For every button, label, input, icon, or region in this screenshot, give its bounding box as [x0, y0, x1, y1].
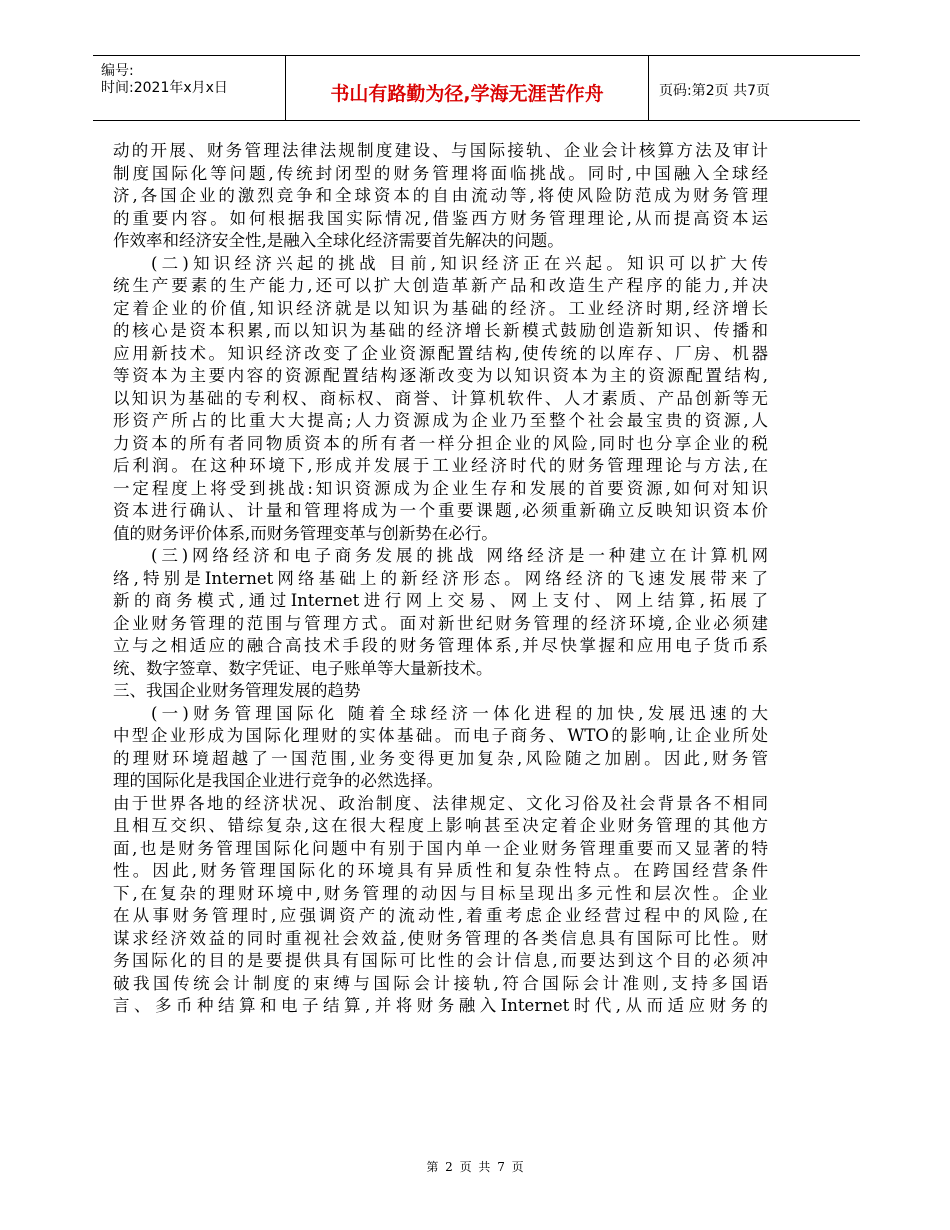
- body-line: 的重要内容。如何根据我国实际情况,借鉴西方财务管理理论,从而提高资本运: [113, 208, 768, 228]
- header-motto: 书山有路勤为径,学海无涯苦作舟: [330, 83, 604, 105]
- body-line: 立与之相适应的融合高技术手段的财务管理体系,并尽快掌握和应用电子货币系: [113, 636, 768, 655]
- chapter-heading-line: 三、我国企业财务管理发展的趋势: [113, 681, 361, 700]
- body-line: 性。因此,财务管理国际化的环境具有异质性和复杂性特点。在跨国经营条件: [113, 861, 768, 880]
- body-line: 在从事财务管理时,应强调资产的流动性,着重考虑企业经营过程中的风险,在: [113, 906, 768, 925]
- body-line: 破我国传统会计制度的束缚与国际会计接轨,符合国际会计准则,支持多国语: [113, 973, 768, 993]
- header-right-cell: [649, 56, 860, 120]
- body-line: 应用新技术。知识经济改变了企业资源配置结构,使传统的以库存、厂房、机器: [113, 343, 768, 363]
- serial-label: 编号:: [101, 63, 134, 79]
- body-line: 值的财务评价体系,而财务管理变革与创新势在必行。: [113, 523, 498, 543]
- body-line: 形资产所占的比重大大提高;人力资源成为企业乃至整个社会最宝贵的资源,人: [113, 411, 768, 430]
- page-footer: 第 2 页 共 7 页: [426, 1160, 524, 1174]
- body-line: 务国际化的目的是要提供具有国际可比性的会计信息,而要达到这个目的必须冲: [113, 951, 768, 970]
- document-body: [113, 140, 768, 1018]
- body-line: 由于世界各地的经济状况、政治制度、法律规定、文化习俗及社会背景各不相同: [113, 793, 768, 813]
- section-heading-line: (一)财务管理国际化 随着全球经济一体化进程的加快,发展迅速的大: [151, 703, 768, 723]
- section-heading-line: (三)网络经济和电子商务发展的挑战 网络经济是一种建立在计算机网: [151, 546, 768, 565]
- body-line: 作效率和经济安全性,是融入全球化经济需要首先解决的问题。: [113, 231, 564, 250]
- body-line: 力资本的所有者同物质资本的所有者一样分担企业的风险,同时也分享企业的税: [113, 433, 768, 453]
- header-middle-cell: [286, 56, 649, 120]
- body-line: 言、多币种结算和电子结算,并将财务融入Internet时代,从而适应财务的: [113, 996, 768, 1015]
- body-line: 的理财环境超越了一国范围,业务变得更加复杂,风险随之加剧。因此,财务管: [113, 748, 768, 768]
- body-line: 动的开展、财务管理法律法规制度建设、与国际接轨、企业会计核算方法及审计: [113, 141, 768, 160]
- body-line: 且相互交织、错综复杂,这在很大程度上影响甚至决定着企业财务管理的其他方: [113, 816, 768, 835]
- body-line: 定着企业的价值,知识经济就是以知识为基础的经济。工业经济时期,经济增长: [113, 298, 768, 318]
- body-line: 面,也是财务管理国际化问题中有别于国内单一企业财务管理重要而又显著的特: [113, 838, 768, 858]
- body-line: 企业财务管理的范围与管理方式。面对新世纪财务管理的经济环境,企业必须建: [113, 613, 768, 633]
- body-line: 中型企业形成为国际化理财的实体基础。而电子商务、WTO的影响,让企业所处: [113, 726, 768, 745]
- body-line: 等资本为主要内容的资源配置结构逐渐改变为以知识资本为主的资源配置结构,: [113, 366, 768, 385]
- body-line: 统、数字签章、数字凭证、电子账单等大量新技术。: [113, 658, 493, 678]
- header-left-cell: [93, 56, 286, 120]
- body-line: 谋求经济效益的同时重视社会效益,使财务管理的各类信息具有国际可比性。财: [113, 928, 768, 948]
- body-line: 的核心是资本积累,而以知识为基础的经济增长新模式鼓励创造新知识、传播和: [113, 321, 768, 340]
- body-line: 下,在复杂的理财环境中,财务管理的动因与目标呈现出多元性和层次性。企业: [113, 883, 768, 903]
- page-number-label: 页码:第2页 共7页: [659, 83, 770, 99]
- body-line: 理的国际化是我国企业进行竞争的必然选择。: [113, 771, 443, 790]
- body-line: 络,特别是Internet网络基础上的新经济形态。网络经济的飞速发展带来了: [113, 568, 768, 588]
- body-line: 统生产要素的生产能力,还可以扩大创造革新产品和改造生产程序的能力,并决: [113, 276, 768, 295]
- time-label: 时间:2021年x月x日: [101, 80, 228, 96]
- body-line: 制度国际化等问题,传统封闭型的财务管理将面临挑战。同时,中国融入全球经: [113, 163, 768, 183]
- section-heading-line: (二)知识经济兴起的挑战 目前,知识经济正在兴起。知识可以扩大传: [151, 253, 768, 273]
- body-line: 后利润。在这种环境下,形成并发展于工业经济时代的财务管理理论与方法,在: [113, 456, 768, 475]
- body-line: 一定程度上将受到挑战:知识资源成为企业生存和发展的首要资源,如何对知识: [113, 478, 768, 498]
- body-line: 资本进行确认、计量和管理将成为一个重要课题,必须重新确立反映知识资本价: [113, 501, 768, 520]
- body-line: 新的商务模式,通过Internet进行网上交易、网上支付、网上结算,拓展了: [113, 591, 768, 610]
- page-header: [93, 55, 860, 121]
- body-line: 济,各国企业的激烈竞争和全球资本的自由流动等,将使风险防范成为财务管理: [113, 186, 768, 205]
- body-line: 以知识为基础的专利权、商标权、商誉、计算机软件、人才素质、产品创新等无: [113, 388, 768, 408]
